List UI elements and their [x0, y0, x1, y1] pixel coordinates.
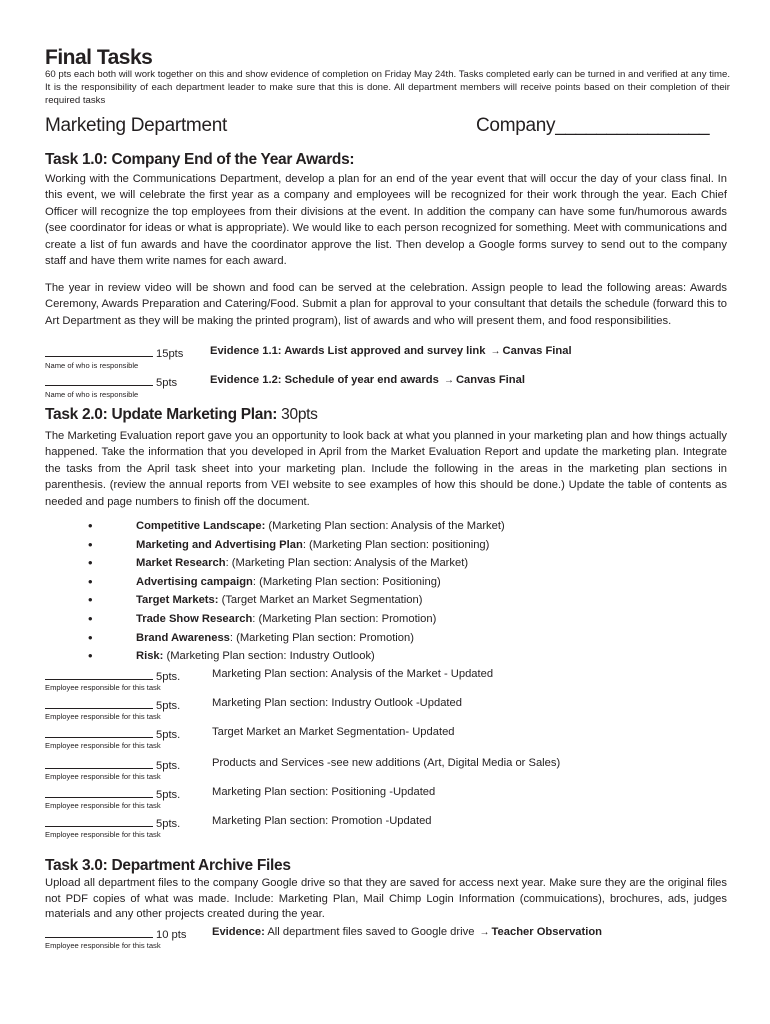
task-description: Marketing Plan section: Positioning -Updated: [212, 786, 436, 798]
bullet-detail: : (Marketing Plan section: Analysis of the Market): [225, 557, 469, 570]
points-value: 5pts.: [156, 671, 181, 683]
bullet-icon: •: [88, 592, 93, 608]
evidence-description: [210, 345, 572, 357]
task-description: Target Market an Market Segmentation- Updated: [212, 726, 455, 738]
evidence-label: Evidence 1.1: Awards List approved and survey link: [210, 345, 486, 357]
task-row: [45, 726, 455, 741]
task-row: [45, 697, 462, 712]
task1-heading: Task 1.0: Company End of the Year Awards:: [45, 151, 355, 168]
bullet-icon: •: [88, 648, 93, 664]
task-row: [45, 815, 432, 830]
bullet-term: Market Research: [136, 557, 226, 570]
evidence-target: Canvas Final: [455, 374, 525, 386]
responsible-caption: Employee responsible for this task: [45, 772, 161, 781]
task-description: Marketing Plan section: Industry Outlook -Updated: [212, 697, 462, 709]
responsible-caption: Name of who is responsible: [45, 361, 139, 370]
arrow-icon: →: [479, 927, 490, 938]
task2-heading-text: Task 2.0: Update Marketing Plan:: [45, 406, 278, 423]
points-value: 5pts: [156, 377, 178, 389]
bullet-icon: •: [88, 629, 93, 645]
task-description: Marketing Plan section: Analysis of the Market - Updated: [212, 668, 494, 680]
task-row: [45, 668, 494, 683]
task3-paragraph: Upload all department files to the company Google drive so that they are saved for access next year. Make sure they are the original files not PDF copies of what was made. Include: Marketing Plan, Mail Chimp Login Information (commuications), brochures, ads, judges materials and any other projects created during the year.: [45, 877, 727, 920]
name-blank-line[interactable]: [45, 345, 153, 357]
intro-text: 60 pts each both will work together on this and show evidence of completion on Friday May 24th. Tasks completed early can be turned in and verified at any time. It is the responsibility of each department leader to make sure that this is done. All department members will receive points based on their completion of their required tasks: [45, 69, 730, 106]
evidence-row: [45, 345, 572, 360]
points-value: 15pts: [156, 348, 184, 360]
points-value: 5pts.: [156, 818, 181, 830]
task-description: Products and Services -see new additions (Art, Digital Media or Sales): [212, 757, 561, 769]
name-blank-line[interactable]: [45, 786, 153, 798]
name-blank-line[interactable]: [45, 697, 153, 709]
bullet-icon: •: [88, 518, 93, 533]
name-blank-line[interactable]: [45, 726, 153, 738]
points-value: 5pts.: [156, 789, 181, 801]
points-value: 10 pts: [156, 929, 187, 941]
responsible-caption: Employee responsible for this task: [45, 801, 161, 810]
evidence-text: All department files saved to Google drive: [264, 926, 475, 938]
bullet-icon: •: [88, 610, 93, 626]
bullet-term: Brand Awareness: [136, 631, 230, 644]
bullet-icon: •: [88, 573, 93, 589]
responsible-caption: Employee responsible for this task: [45, 683, 161, 692]
bullet-term: Risk:: [136, 650, 164, 663]
bullet-detail: (Marketing Plan section: Industry Outlook): [163, 650, 375, 663]
evidence-target: Canvas Final: [502, 345, 572, 357]
task2-heading: [45, 406, 318, 424]
bullet-icon: •: [88, 555, 93, 571]
responsible-caption: Employee responsible for this task: [45, 741, 161, 750]
bullet-detail: (Target Market an Market Segmentation): [218, 594, 423, 607]
name-blank-line[interactable]: [45, 668, 153, 680]
bullet-term: Trade Show Research: [136, 612, 253, 625]
company-label: Company_______________: [476, 115, 710, 136]
bullet-detail: : (Marketing Plan section: Promotion): [229, 631, 414, 644]
name-blank-line[interactable]: [45, 926, 153, 938]
evidence-description: [210, 374, 525, 386]
name-blank-line[interactable]: [45, 374, 153, 386]
points-value: 5pts.: [156, 700, 181, 712]
bullet-term: Advertising campaign: [136, 575, 253, 588]
points-value: 5pts.: [156, 760, 181, 772]
responsible-caption: Employee responsible for this task: [45, 830, 161, 839]
points-value: 5pts.: [156, 729, 181, 741]
name-blank-line[interactable]: [45, 815, 153, 827]
bullet-term: Target Markets:: [136, 594, 219, 607]
task-row: [45, 786, 436, 801]
responsible-caption: Employee responsible for this task: [45, 712, 161, 721]
task1-paragraph-1: Working with the Communications Department, develop a plan for an end of the year event that will occur the day of your class final. In this event, we will celebrate the first year as a company and employees will be recognized for their work through the year. Each Chief Officer will recognize the top employees from their divisions at the event. In addition the company can have some fun/humorous awards (see coordinator for ideas or what is appropriate). We would like to each person recognized for something. Meet with communications and create a list of fun awards and have the coordinator approve the list. Then develop a Google forms survey to send out to the company staff and have them write names for each award.: [45, 173, 727, 268]
task-description: Marketing Plan section: Promotion -Updated: [212, 815, 432, 827]
name-blank-line[interactable]: [45, 757, 153, 769]
evidence-row: [45, 374, 525, 389]
evidence-target: Teacher Observation: [491, 926, 603, 938]
task1-paragraph-2: The year in review video will be shown and food can be served at the celebration. Assign people to lead the following areas: Awards Ceremony, Awards Preparation and Catering/Food. Submit a plan for approval to your consultant that details the schedule (forward this to Art Department as they will be making the printed program), list of awards and who will present them, and food responsibilities.: [45, 282, 727, 327]
arrow-icon: →: [443, 375, 454, 386]
bullet-detail: : (Marketing Plan section: Positioning): [252, 575, 441, 588]
evidence-label: Evidence 1.2: Schedule of year end awards: [210, 374, 439, 386]
bullet-detail: : (Marketing Plan section: Promotion): [252, 612, 437, 625]
bullet-term: Competitive Landscape:: [136, 520, 266, 532]
department-name: Marketing Department: [45, 115, 227, 136]
bullet-detail: (Marketing Plan section: Analysis of the Market): [265, 520, 505, 532]
bullet-term: Marketing and Advertising Plan: [136, 538, 303, 551]
arrow-icon: →: [490, 346, 501, 357]
task-row: [45, 757, 561, 772]
responsible-caption: Name of who is responsible: [45, 390, 139, 399]
task3-heading: Task 3.0: Department Archive Files: [45, 857, 291, 874]
page-title: Final Tasks: [45, 46, 153, 69]
bullet-icon: •: [88, 536, 93, 552]
task2-heading-points: 30pts: [281, 406, 318, 423]
evidence-row: [45, 926, 603, 941]
evidence-label: Evidence:: [212, 926, 265, 938]
responsible-caption: Employee responsible for this task: [45, 941, 161, 950]
bullet-detail: : (Marketing Plan section: positioning): [302, 538, 490, 551]
task2-paragraph: The Marketing Evaluation report gave you an opportunity to look back at what you planned in your marketing plan and how things actually happened. Take the information that you developed in April from the Market Evaluation Report and update the marketing plan. Integrate the tasks from the April task sheet into your marketing plan. Include the following in the areas in the marketing plan sections in parenthesis. (review the annual reports from VEI website to see examples of how this should be done.) Update the table of contents as needed and page numbers to finish off the document.: [45, 430, 727, 508]
evidence-description: [212, 926, 602, 938]
